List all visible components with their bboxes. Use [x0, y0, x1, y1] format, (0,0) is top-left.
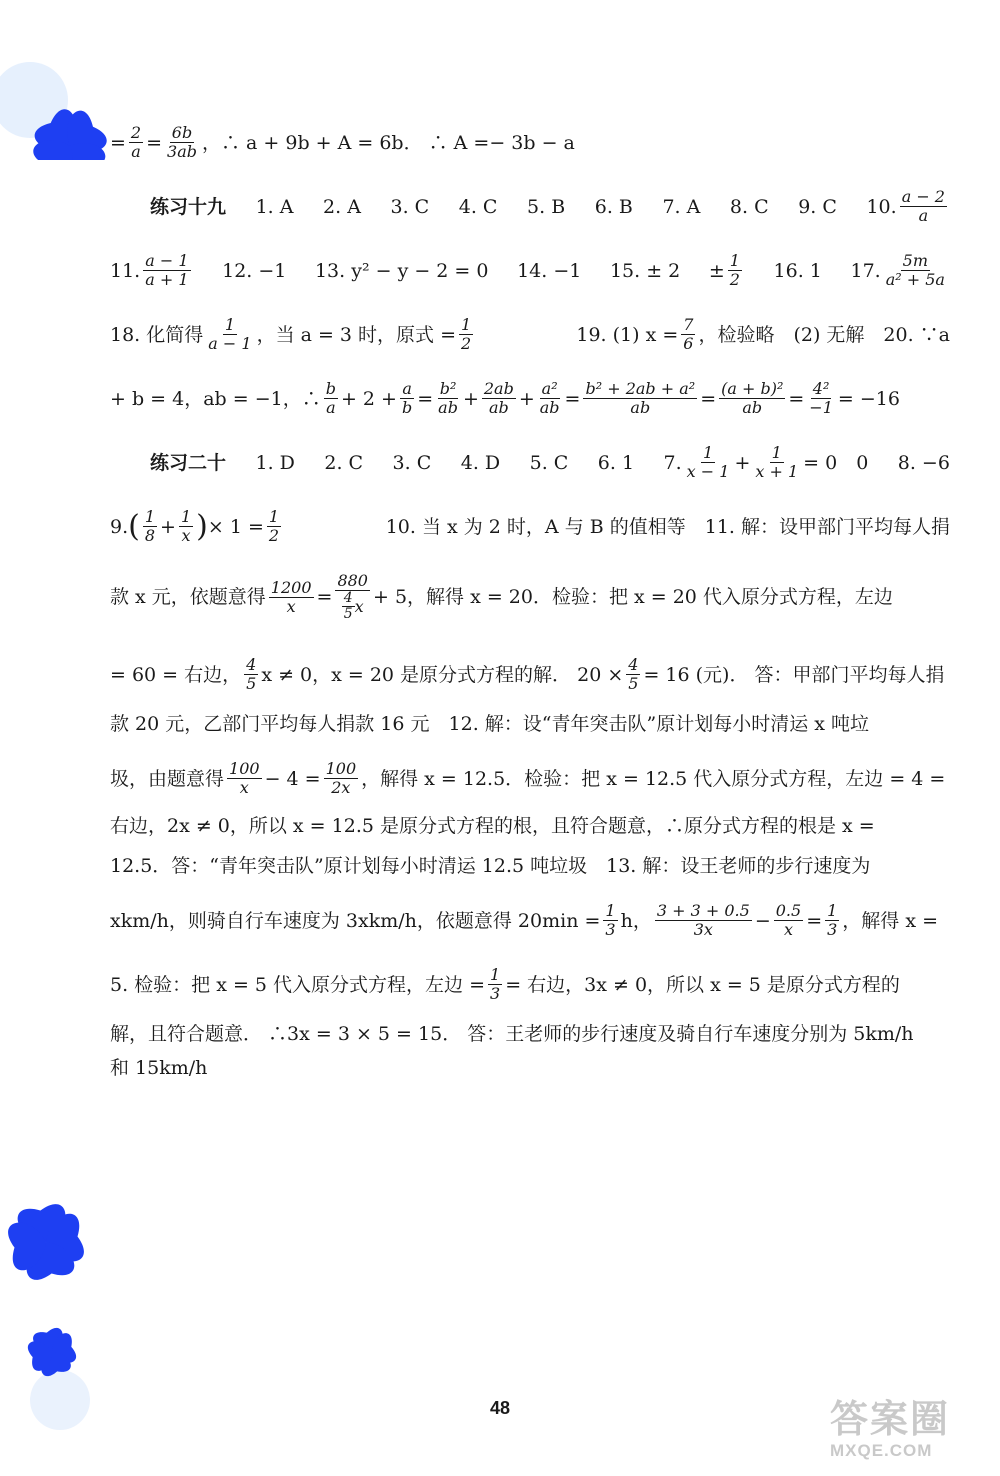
answer: 2. A	[323, 195, 361, 218]
line-17	[110, 1054, 950, 1082]
watermark-logo	[830, 1388, 990, 1468]
text: 款 20 元，乙部门平均每人捐款 16 元 12. 解：设“青年突击队”原计划每小时清运 x 吨垃	[110, 713, 869, 735]
line-13	[110, 852, 950, 880]
text: 和 15km/h	[110, 1057, 208, 1079]
answer: 7. A	[662, 195, 701, 218]
fraction: $\frac{1}{x}$	[180, 507, 192, 545]
answer: 12. −1	[222, 259, 287, 282]
text: + b = 4，ab = −1，∴	[110, 387, 321, 410]
fraction: $\frac{\text{b² + 2ab + a²}}{ab}$	[585, 379, 696, 417]
fraction: $\frac{2ab}{ab}$	[483, 379, 514, 417]
text: xkm/h，则骑自行车速度为 3xkm/h，依题意得 20min =	[110, 909, 601, 932]
text: +	[462, 387, 479, 410]
text: 10. 当 x 为 2 时，A 与 B 的值相等 11. 解：设甲部门平均每人捐	[385, 515, 950, 538]
fraction: $\frac{\text{b²}}{ab}$	[438, 379, 458, 417]
fraction: $\frac{\text{4²}}{-1}$	[809, 379, 833, 417]
line-6	[150, 444, 950, 481]
fraction: $\frac{3 + 3 + 0.5}{3x}$	[656, 901, 750, 939]
eq: =	[146, 131, 163, 154]
text: +	[518, 387, 535, 410]
answer: 11. $\frac{a - 1}{a + 1}$	[110, 251, 189, 289]
answer-19: 19. (1) x = $\frac{7}{6}$ ，检验略 (2) 无解 20. ∵a	[576, 315, 950, 353]
clover-icon-top	[0, 40, 120, 160]
answer: 6. 1	[597, 451, 635, 474]
text: h，	[620, 909, 652, 932]
line-5	[110, 380, 950, 417]
answer: 4. C	[458, 195, 498, 218]
eq: =	[110, 131, 126, 154]
answer: 7. $\frac{1}{x - 1}$ + $\frac{1}{x + 1}$ = 0 0	[663, 443, 869, 481]
watermark-bottom: MXQE.COM	[830, 1441, 933, 1460]
fraction: $\frac{1}{2}$	[729, 251, 740, 289]
fraction: $\frac{a - 2}{a}$	[901, 187, 945, 225]
answer: 4. D	[460, 451, 501, 474]
watermark-top: 答案圈	[830, 1399, 951, 1441]
text: + 5，解得 x = 20．检验：把 x = 20 代入原分式方程，左边	[372, 586, 893, 608]
fraction: $\frac{1}{a - 1}$	[208, 315, 252, 353]
text: = 16 (元)． 答：甲部门平均每人捐	[643, 663, 945, 686]
clover-icon-bottom-large	[0, 1180, 110, 1300]
answer: ± $\frac{1}{2}$	[708, 251, 740, 289]
text: =	[417, 387, 434, 410]
fraction: $\frac{4}{5}$	[246, 655, 257, 693]
line-14	[110, 902, 950, 939]
fraction: $\frac{7}{6}$	[683, 315, 694, 353]
line-3	[110, 252, 950, 289]
text: =	[700, 387, 717, 410]
line-4	[110, 316, 950, 353]
text: =	[316, 586, 333, 608]
answer: 8. C	[729, 195, 769, 218]
fraction: $\frac{100}{2x}$	[325, 759, 357, 797]
text: 解，且符合题意． ∴3x = 3 × 5 = 15． 答：王老师的步行速度及骑自行车速度分别为 5km/h	[110, 1023, 914, 1045]
answer-9: 9. ( $\frac{1}{8}$ + $\frac{1}{x}$ ) × 1 = $\frac{1}{2}$	[110, 507, 280, 545]
answer: 6. B	[594, 195, 633, 218]
section-title: 练习二十	[150, 451, 227, 474]
line-8	[110, 572, 950, 622]
text: 款 x 元，依题意得	[110, 586, 266, 608]
answer: 2. C	[324, 451, 364, 474]
fraction: $\frac{100}{x}$	[229, 759, 260, 797]
answer: 8. −6	[897, 451, 950, 474]
fraction: $\frac{1}{3}$	[605, 901, 616, 939]
fraction: $\frac{1}{8}$	[144, 507, 156, 545]
answer: 15. ± 2	[609, 259, 681, 282]
text: + 2 +	[340, 387, 397, 410]
line-7	[110, 508, 950, 545]
answer: 13. y² − y − 2 = 0	[314, 259, 489, 282]
fraction: $\frac{1}{x - 1}$	[686, 443, 730, 481]
answer: 17. $\frac{5m}{\text{a² + 5a}}$	[850, 251, 945, 289]
answer: 14. −1	[517, 259, 582, 282]
fraction: 880 4 5 x	[337, 571, 368, 622]
fraction: $\frac{a}{b}$	[401, 379, 413, 417]
line-12	[110, 812, 950, 840]
section-title: 练习十九	[150, 195, 227, 218]
fraction: $\frac{1200}{x}$	[270, 577, 312, 616]
text: − 4 =	[264, 767, 321, 790]
text: 5. 检验：把 x = 5 代入原分式方程，左边 =	[110, 973, 486, 996]
fraction: $\frac{2}{a}$	[130, 123, 142, 161]
line-9	[110, 656, 950, 693]
fraction: $\frac{6b}{3ab}$	[167, 123, 197, 161]
text: 12.5．答：“青年突击队”原计划每小时清运 12.5 吨垃圾 13. 解：设王老师的步行速度为	[110, 855, 871, 877]
answer: 1. D	[255, 451, 295, 474]
answer: 16. 1	[773, 259, 822, 282]
text: =	[564, 387, 581, 410]
page-number: 48	[489, 1398, 511, 1418]
fraction: $\frac{5m}{\text{a² + 5a}}$	[885, 251, 945, 289]
fraction: $\frac{1}{2}$	[461, 315, 472, 353]
text: = −16	[837, 387, 900, 410]
fraction: $\frac{0.5}{x}$	[775, 901, 802, 939]
answer: 3. C	[392, 451, 432, 474]
answer: 9. C	[798, 195, 837, 218]
line-2	[150, 188, 950, 225]
clover-icon-bottom-small	[10, 1310, 100, 1440]
line-16	[110, 1020, 950, 1048]
fraction: $\frac{4}{5}$	[628, 655, 639, 693]
fraction: $\frac{1}{3}$	[827, 901, 838, 939]
answer: 10. $\frac{a - 2}{a}$	[866, 187, 945, 225]
text: =	[806, 909, 823, 932]
fraction: $\frac{a - 1}{a + 1}$	[145, 251, 189, 289]
fraction: $\frac{1}{x + 1}$	[755, 443, 799, 481]
fraction: $\frac{b}{a}$	[325, 379, 336, 417]
text: =	[788, 387, 805, 410]
line-1	[110, 124, 950, 161]
answer: 5. C	[529, 451, 569, 474]
text: = 右边，3x ≠ 0，所以 x = 5 是原分式方程的	[505, 973, 900, 996]
text: −	[754, 909, 771, 932]
fraction: $\frac{\text{(a + b)²}}{ab}$	[721, 379, 784, 417]
answer-18: 18. 化简得 $\frac{1}{a - 1}$ ，当 a = 3 时，原式 = $\frac{1}{2}$	[110, 315, 472, 353]
answer: 3. C	[390, 195, 430, 218]
text: ，解得 x =	[842, 909, 939, 932]
text: x ≠ 0，x = 20 是原分式方程的解． 20 ×	[261, 663, 624, 686]
fraction: $\frac{1}{3}$	[490, 965, 501, 1003]
text: 圾，由题意得	[110, 767, 225, 790]
answer: 1. A	[255, 195, 294, 218]
line-10	[110, 710, 950, 738]
text: ，解得 x = 12.5．检验：把 x = 12.5 代入原分式方程，左边 = 4 =	[361, 767, 946, 790]
text: 右边，2x ≠ 0，所以 x = 12.5 是原分式方程的根，且符合题意，∴原分式方程的根是 x =	[110, 815, 875, 837]
fraction: $\frac{1}{2}$	[268, 507, 280, 545]
text: ，∴ a + 9b + A = 6b． ∴ A =− 3b − a	[202, 131, 575, 154]
fraction: $\frac{\text{a²}}{ab}$	[539, 379, 560, 417]
line-11	[110, 760, 950, 797]
answer: 5. B	[527, 195, 566, 218]
line-15	[110, 966, 950, 1003]
text: = 60 = 右边，	[110, 663, 242, 686]
